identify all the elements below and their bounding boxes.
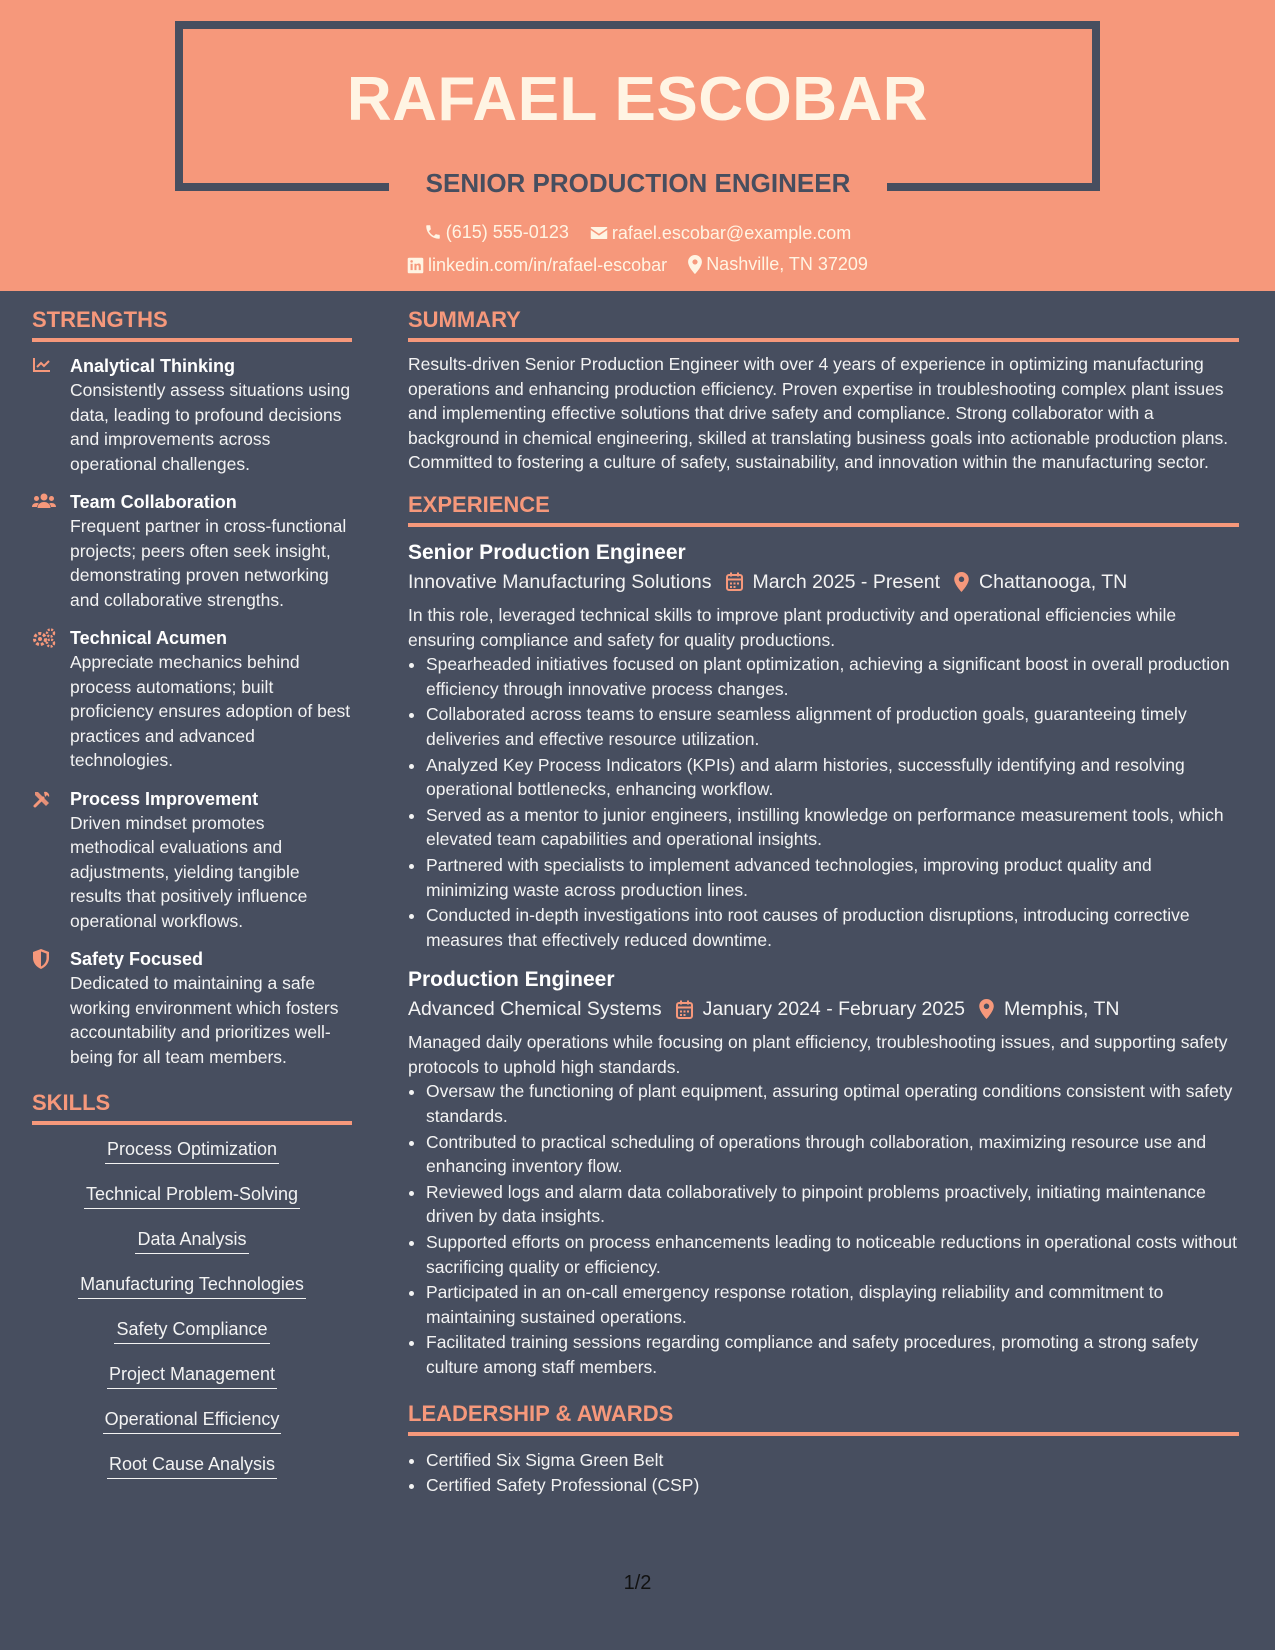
strength-name: Technical Acumen	[70, 628, 228, 648]
job-title: Senior Production Engineer	[408, 540, 686, 564]
right-column	[408, 306, 1239, 1499]
phone-text: (615) 555-0123	[445, 222, 569, 242]
contact-location	[688, 252, 868, 276]
job-entry	[408, 539, 1239, 952]
shield-icon	[32, 949, 50, 969]
skills-list	[32, 1137, 352, 1497]
job-bullet: • Partnered with specialists to implement advanced technologies, improving product quality and minimizing waste across production lines.	[426, 853, 1239, 902]
envelope-icon	[590, 225, 608, 241]
calendar-icon	[676, 1000, 693, 1019]
job-location: Memphis, TN	[1003, 998, 1120, 1021]
strength-name: Safety Focused	[70, 949, 204, 969]
skill-item: Technical Problem-Solving	[84, 1182, 300, 1209]
chart-line-icon	[32, 356, 52, 374]
strengths-heading: STRENGTHS	[32, 306, 352, 342]
strength-desc: Driven mindset promotes methodical evaluations and adjustments, yielding tangible results that positively influence operational workflows.	[70, 812, 308, 931]
job-intro: In this role, leveraged technical skills to improve plant productivity and operational efficiencies while ensuring compliance and safety for quality productions.	[408, 604, 1177, 650]
job-bullet: • Conducted in-depth investigations into root causes of production disruptions, introducing corrective measures that effectively reduced downtime.	[426, 903, 1239, 952]
job-bullets	[408, 652, 1239, 952]
job-entry	[408, 966, 1239, 1379]
resume-header	[0, 0, 1275, 291]
contact-linkedin[interactable]	[407, 253, 667, 277]
award-item: • Certified Safety Professional (CSP)	[426, 1473, 1239, 1498]
header-frame-bottom-left	[175, 183, 389, 191]
job-bullet: • Facilitated training sessions regarding compliance and safety procedures, promoting a strong safety culture among staff members.	[426, 1330, 1239, 1379]
job-company: Innovative Manufacturing Solutions	[408, 570, 712, 593]
strength-desc: Frequent partner in cross-functional projects; peers often seek insight, demonstrating proven networking and collaborative strengths.	[70, 516, 347, 610]
skill-item: Manufacturing Technologies	[78, 1272, 306, 1299]
strength-item	[32, 354, 352, 476]
linkedin-icon	[407, 257, 424, 274]
job-company: Advanced Chemical Systems	[408, 998, 662, 1021]
awards-list	[408, 1448, 1239, 1498]
job-intro: Managed daily operations while focusing on plant efficiency, troubleshooting issues, and supporting safety protocols to uphold high standards.	[408, 1032, 1228, 1077]
users-icon	[32, 492, 56, 510]
strength-desc: Appreciate mechanics behind process automations; built proficiency ensures adoption of best practices and advanced technologies.	[70, 652, 351, 770]
skill-item: Root Cause Analysis	[107, 1452, 277, 1479]
job-bullet: • Supported efforts on process enhancements leading to noticeable reductions in operational costs without sacrificing quality or efficiency.	[426, 1230, 1239, 1279]
experience-heading: EXPERIENCE	[408, 491, 1239, 527]
left-column	[32, 306, 352, 1497]
job-title: Production Engineer	[408, 968, 615, 992]
gears-icon	[32, 628, 56, 648]
strength-name: Analytical Thinking	[70, 356, 236, 376]
job-bullet: • Analyzed Key Process Indicators (KPIs) and alarm histories, successfully identifying and resolving operational bottlenecks, enhancing workflow.	[426, 753, 1239, 802]
job-bullets	[408, 1079, 1239, 1379]
skill-item: Operational Efficiency	[103, 1407, 282, 1434]
job-bullet: • Oversaw the functioning of plant equipment, assuring optimal operating conditions consistent with safety standards.	[426, 1079, 1239, 1128]
job-dates: January 2024 - February 2025	[702, 998, 965, 1021]
map-pin-icon	[979, 999, 994, 1019]
job-bullet: • Participated in an on-call emergency response rotation, displaying reliability and commitment to maintaining sustained operations.	[426, 1280, 1239, 1329]
header-frame-bottom-right	[887, 183, 1100, 191]
phone-icon	[424, 223, 442, 241]
awards-heading: LEADERSHIP & AWARDS	[408, 1400, 1239, 1436]
map-pin-icon	[954, 572, 969, 592]
skill-item: Project Management	[107, 1362, 277, 1389]
skill-item: Safety Compliance	[114, 1317, 269, 1344]
skill-item: Data Analysis	[135, 1227, 248, 1254]
calendar-icon	[726, 572, 743, 591]
contact-row-2	[0, 252, 1275, 280]
strength-desc: Dedicated to maintaining a safe working environment which fosters accountability and prioritizes well-being for all team members.	[70, 973, 339, 1067]
linkedin-text[interactable]: linkedin.com/in/rafael-escobar	[428, 255, 668, 275]
page-number: 1/2	[623, 1572, 652, 1594]
location-text: Nashville, TN 37209	[706, 254, 868, 274]
skill-item: Process Optimization	[105, 1137, 279, 1164]
job-dates: March 2025 - Present	[752, 570, 941, 593]
summary-heading: SUMMARY	[408, 306, 1239, 342]
contact-phone	[424, 220, 569, 244]
strength-item	[32, 626, 352, 773]
strength-item	[32, 490, 352, 612]
contact-row-1	[0, 220, 1275, 247]
award-item: • Certified Six Sigma Green Belt	[426, 1448, 1239, 1473]
job-bullet: • Served as a mentor to junior engineers, instilling knowledge on performance measurement tools, which elevated team capabilities and operational insights.	[426, 803, 1239, 852]
job-location: Chattanooga, TN	[979, 570, 1128, 593]
tools-icon	[32, 789, 52, 809]
job-bullet: • Spearheaded initiatives focused on plant optimization, achieving a significant boost in overall production efficiency through innovative process changes.	[426, 652, 1239, 701]
job-meta	[408, 994, 1239, 1024]
strength-item	[32, 787, 352, 934]
contact-email[interactable]	[590, 221, 851, 245]
email-text[interactable]: rafael.escobar@example.com	[611, 223, 852, 243]
candidate-title: SENIOR PRODUCTION ENGINEER	[425, 168, 851, 198]
skills-heading: SKILLS	[32, 1089, 352, 1125]
summary-text: Results-driven Senior Production Engineer with over 4 years of experience in optimizing manufacturing operations and enhancing production efficiency. Proven expertise in troubleshooting complex plant issues and implementing effective solutions that drive safety and compliance. Strong collaborator with a background in chemical engineering, skilled at translating business goals into actionable production plans. Committed to fostering a culture of safety, sustainability, and innovation within the manufacturing sector.	[408, 354, 1229, 473]
candidate-name: RAFAEL ESCOBAR	[346, 65, 929, 134]
job-bullet: • Collaborated across teams to ensure seamless alignment of production goals, guaranteeing timely deliveries and effective resource utilization.	[426, 702, 1239, 751]
strength-name: Process Improvement	[70, 788, 259, 809]
job-bullet: • Contributed to practical scheduling of operations through collaboration, maximizing resource use and enhancing inventory flow.	[426, 1130, 1239, 1179]
job-bullet: • Reviewed logs and alarm data collaboratively to pinpoint problems proactively, initiating maintenance driven by data insights.	[426, 1180, 1239, 1229]
map-pin-icon	[688, 255, 702, 274]
job-meta	[408, 567, 1239, 597]
strength-item	[32, 947, 352, 1069]
strength-name: Team Collaboration	[70, 492, 237, 512]
strength-desc: Consistently assess situations using data, leading to profound decisions and improvements across operational challenges.	[70, 380, 351, 474]
